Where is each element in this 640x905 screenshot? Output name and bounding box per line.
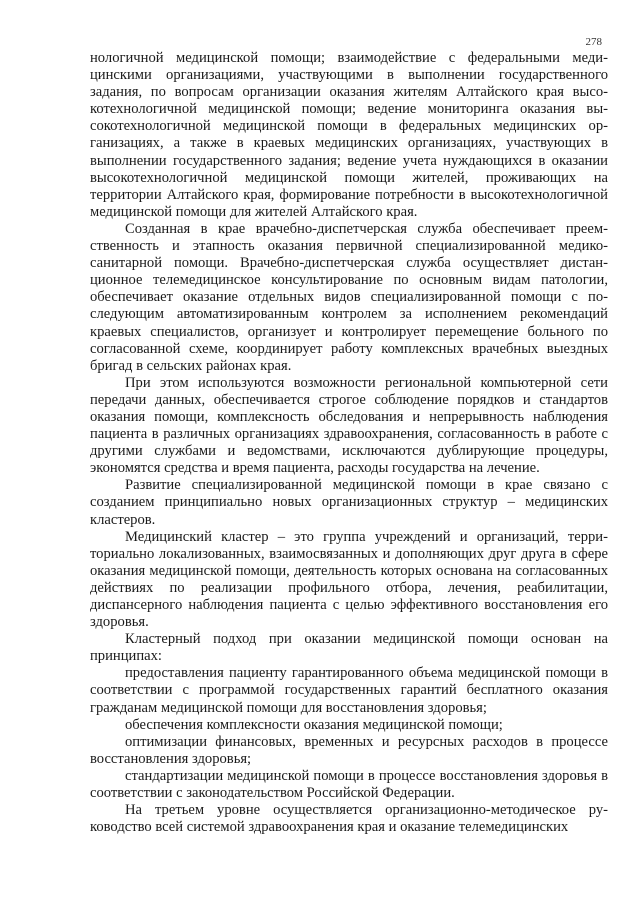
paragraph-principle-guarantee: предоставления пациенту гарантированного объема медицинской помощи в соответствии с программой государственных гарантий бесплатного оказания гражданам медицинской помощи для восстановления здоровья; <box>90 665 608 716</box>
page-number: 278 <box>585 36 602 48</box>
paragraph-cluster-definition: Медицинский кластер – это группа учреждений и организаций, территориально локализованных, взаимосвязанных и дополняющих друг друга в сфере оказания медицинской помощи, деятельность которых основана на согласованных действиях по реализации профильного отбора, лечения, реабилитации, диспансерного наблюдения пациента с целью эффективного восстановления его здоровья. <box>90 528 608 631</box>
paragraph-principle-standardization: стандартизации медицинской помощи в процессе восстановления здоровья в соответствии с законодательством Российской Федерации. <box>90 767 608 802</box>
paragraph-regional-network: При этом используются возможности региональной компьютерной сети передачи данных, обеспечивается строгое соблюдение порядков и стандартов оказания помощи, комплексность обследования и непрерывность наблюдения пациента в различных организациях здравоохранения, согласованность в работе с другими службами и ведомствами, исключаются дублирующие процедуры, экономятся средства и время пациента, расходы государства на лечение. <box>90 374 608 477</box>
paragraph-third-level: На третьем уровне осуществляется организационно-методическое руководство всей системой здравоохранения края и оказание телемедицинских <box>90 802 608 836</box>
paragraph-clusters-intro: Развитие специализированной медицинской помощи в крае связано с созданием принципиально новых организационных структур – медицинских кластеров. <box>90 477 608 528</box>
paragraph-continuation: нологичной медицинской помощи; взаимодействие с федеральными медицинскими организациями, участвующими в выполнении государственного задания, по вопросам организации оказания жителям Алтайского края высокотехнологичной медицинской помощи; ведение мониторинга оказания высокотехнологичной медицинской помощи в федеральных медицинских организациях, а также в краевых медицинских организациях, участвующих в выполнении государственного задания; ведение учета нуждающихся в оказании высокотехнологичной медицинской помощи жителей, проживающих на территории Алтайского края, формирование потребности в высокотехнологичной медицинской помощи для жителей Алтайского края. <box>90 50 608 220</box>
paragraph-principle-complexity: обеспечения комплексности оказания медицинской помощи; <box>125 716 503 733</box>
paragraph-cluster-principles: Кластерный подход при оказании медицинской помощи основан на принципах: <box>90 631 608 665</box>
paragraph-principle-optimization: оптимизации финансовых, временных и ресурсных расходов в процессе восстановления здоровья; <box>90 733 608 767</box>
paragraph-dispatch-service: Созданная в крае врачебно-диспетчерская служба обеспечивает преемственность и этапность оказания первичной специализированной медикосанитарной помощи. Врачебно-диспетчерская служба осуществляет дистанционное телемедицинское консультирование по основным видам патологии, обеспечивает оказание отдельных видов специализированной помощи с последующим автоматизированным контролем за исполнением рекомендаций краевых специалистов, организует и контролирует перемещение больного по согласованной схеме, координирует работу комплексных врачебных выездных бригад в сельских районах края. <box>90 220 608 374</box>
document-body <box>90 50 608 836</box>
